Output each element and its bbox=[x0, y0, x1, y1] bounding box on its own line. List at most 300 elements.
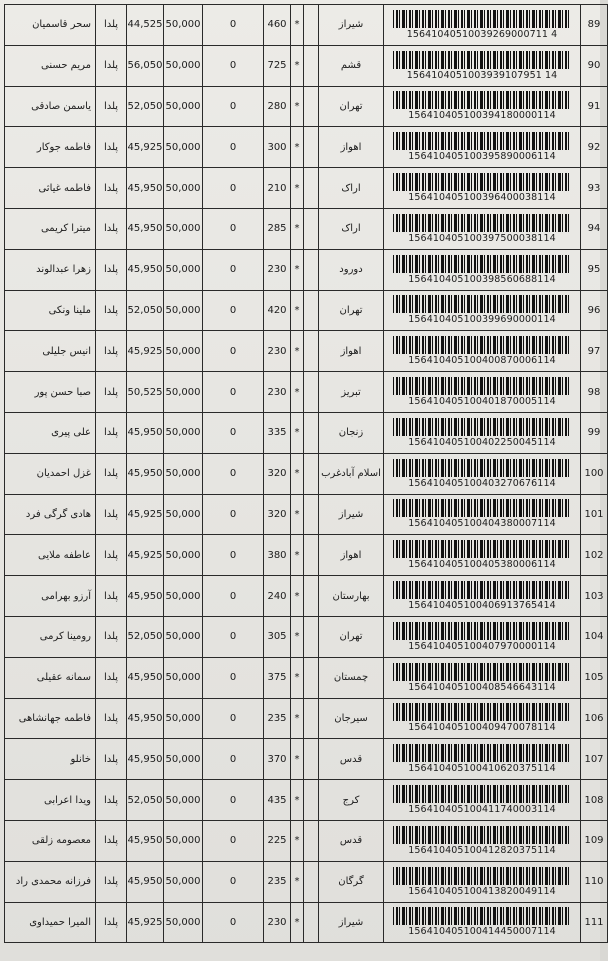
amount-cell: 45,950 bbox=[127, 168, 164, 209]
service-type: پلدا bbox=[96, 45, 127, 86]
weight-cell: 225 bbox=[264, 820, 291, 861]
star-mark: * bbox=[291, 45, 304, 86]
star-mark: * bbox=[291, 780, 304, 821]
service-type: پلدا bbox=[96, 127, 127, 168]
blank-cell bbox=[304, 86, 319, 127]
weight-cell: 375 bbox=[264, 657, 291, 698]
star-mark: * bbox=[291, 86, 304, 127]
star-mark: * bbox=[291, 5, 304, 46]
barcode-cell bbox=[384, 5, 581, 46]
table-row bbox=[5, 861, 608, 902]
recipient-name: علی پیری bbox=[5, 412, 96, 453]
blank-cell bbox=[304, 5, 319, 46]
tracking-code: 156410405100411740003114 bbox=[408, 804, 556, 816]
barcode-graphic bbox=[393, 744, 571, 762]
service-type: پلدا bbox=[96, 698, 127, 739]
blank-cell bbox=[304, 412, 319, 453]
table-body bbox=[5, 5, 608, 943]
declared-value: 50,000 bbox=[164, 494, 203, 535]
city-cell: تهران bbox=[319, 86, 384, 127]
service-type: پلدا bbox=[96, 576, 127, 617]
barcode-cell bbox=[384, 576, 581, 617]
amount-cell: 56,050 bbox=[127, 45, 164, 86]
service-type: پلدا bbox=[96, 412, 127, 453]
table-row bbox=[5, 902, 608, 943]
recipient-name: ویدا اعرابی bbox=[5, 780, 96, 821]
barcode-cell bbox=[384, 208, 581, 249]
tracking-code: 156410405100414450007114 bbox=[408, 926, 556, 938]
zero-cell: 0 bbox=[203, 5, 264, 46]
barcode-cell bbox=[384, 616, 581, 657]
barcode-graphic bbox=[393, 703, 571, 721]
barcode-cell bbox=[384, 739, 581, 780]
service-type: پلدا bbox=[96, 290, 127, 331]
star-mark: * bbox=[291, 535, 304, 576]
weight-cell: 230 bbox=[264, 902, 291, 943]
star-mark: * bbox=[291, 616, 304, 657]
blank-cell bbox=[304, 290, 319, 331]
city-cell: گرگان bbox=[319, 861, 384, 902]
tracking-code: 156410405100403270676114 bbox=[408, 477, 556, 489]
table-row bbox=[5, 5, 608, 46]
service-type: پلدا bbox=[96, 902, 127, 943]
city-cell: قدس bbox=[319, 820, 384, 861]
star-mark: * bbox=[291, 576, 304, 617]
zero-cell: 0 bbox=[203, 453, 264, 494]
barcode-cell bbox=[384, 657, 581, 698]
weight-cell: 335 bbox=[264, 412, 291, 453]
blank-cell bbox=[304, 739, 319, 780]
barcode-cell bbox=[384, 820, 581, 861]
weight-cell: 420 bbox=[264, 290, 291, 331]
recipient-name: رومینا کرمی bbox=[5, 616, 96, 657]
tracking-code: 156410405100402250045114 bbox=[408, 436, 556, 448]
row-number: 96 bbox=[581, 290, 608, 331]
star-mark: * bbox=[291, 127, 304, 168]
barcode-graphic bbox=[393, 10, 571, 28]
star-mark: * bbox=[291, 698, 304, 739]
city-cell: سیرجان bbox=[319, 698, 384, 739]
recipient-name: فاطمه جهانشاهی bbox=[5, 698, 96, 739]
recipient-name: غزل احمدیان bbox=[5, 453, 96, 494]
tracking-code: 156410405100409470078114 bbox=[408, 722, 556, 734]
tracking-code: 1564104051003939107951 14 bbox=[406, 69, 558, 81]
row-number: 109 bbox=[581, 820, 608, 861]
barcode-cell bbox=[384, 412, 581, 453]
barcode-graphic bbox=[393, 418, 571, 436]
amount-cell: 45,950 bbox=[127, 698, 164, 739]
table-row bbox=[5, 290, 608, 331]
zero-cell: 0 bbox=[203, 290, 264, 331]
amount-cell: 45,950 bbox=[127, 208, 164, 249]
blank-cell bbox=[304, 780, 319, 821]
barcode-graphic bbox=[393, 459, 571, 477]
weight-cell: 230 bbox=[264, 249, 291, 290]
barcode-graphic bbox=[393, 826, 571, 844]
city-cell: چمستان bbox=[319, 657, 384, 698]
table-row bbox=[5, 780, 608, 821]
zero-cell: 0 bbox=[203, 372, 264, 413]
weight-cell: 235 bbox=[264, 698, 291, 739]
amount-cell: 45,925 bbox=[127, 331, 164, 372]
barcode-graphic bbox=[393, 867, 571, 885]
barcode-graphic bbox=[393, 785, 571, 803]
tracking-code: 156410405100410620375114 bbox=[408, 763, 556, 775]
service-type: پلدا bbox=[96, 820, 127, 861]
service-type: پلدا bbox=[96, 739, 127, 780]
blank-cell bbox=[304, 372, 319, 413]
blank-cell bbox=[304, 208, 319, 249]
tracking-code: 156410405100407970000114 bbox=[408, 640, 556, 652]
service-type: پلدا bbox=[96, 331, 127, 372]
star-mark: * bbox=[291, 168, 304, 209]
table-row bbox=[5, 331, 608, 372]
weight-cell: 370 bbox=[264, 739, 291, 780]
star-mark: * bbox=[291, 208, 304, 249]
blank-cell bbox=[304, 657, 319, 698]
row-number: 106 bbox=[581, 698, 608, 739]
city-cell: کرج bbox=[319, 780, 384, 821]
row-number: 97 bbox=[581, 331, 608, 372]
recipient-name: خانلو bbox=[5, 739, 96, 780]
weight-cell: 210 bbox=[264, 168, 291, 209]
weight-cell: 285 bbox=[264, 208, 291, 249]
row-number: 93 bbox=[581, 168, 608, 209]
table-row bbox=[5, 494, 608, 535]
barcode-cell bbox=[384, 127, 581, 168]
blank-cell bbox=[304, 168, 319, 209]
row-number: 107 bbox=[581, 739, 608, 780]
star-mark: * bbox=[291, 453, 304, 494]
table-row bbox=[5, 86, 608, 127]
declared-value: 50,000 bbox=[164, 780, 203, 821]
zero-cell: 0 bbox=[203, 657, 264, 698]
zero-cell: 0 bbox=[203, 698, 264, 739]
recipient-name: یاسمن صادقی bbox=[5, 86, 96, 127]
row-number: 100 bbox=[581, 453, 608, 494]
table-row bbox=[5, 168, 608, 209]
barcode-cell bbox=[384, 698, 581, 739]
declared-value: 50,000 bbox=[164, 5, 203, 46]
city-cell: اهواز bbox=[319, 127, 384, 168]
table-row bbox=[5, 576, 608, 617]
table-row bbox=[5, 127, 608, 168]
table-row bbox=[5, 45, 608, 86]
declared-value: 50,000 bbox=[164, 616, 203, 657]
declared-value: 50,000 bbox=[164, 820, 203, 861]
zero-cell: 0 bbox=[203, 902, 264, 943]
recipient-name: مریم حسنی bbox=[5, 45, 96, 86]
recipient-name: معصومه زلقی bbox=[5, 820, 96, 861]
declared-value: 50,000 bbox=[164, 535, 203, 576]
table-row bbox=[5, 453, 608, 494]
declared-value: 50,000 bbox=[164, 412, 203, 453]
zero-cell: 0 bbox=[203, 739, 264, 780]
weight-cell: 235 bbox=[264, 861, 291, 902]
tracking-code: 156410405100394180000114 bbox=[408, 110, 556, 122]
row-number: 102 bbox=[581, 535, 608, 576]
city-cell: دورود bbox=[319, 249, 384, 290]
blank-cell bbox=[304, 698, 319, 739]
city-cell: قشم bbox=[319, 45, 384, 86]
amount-cell: 45,950 bbox=[127, 820, 164, 861]
table-row bbox=[5, 208, 608, 249]
service-type: پلدا bbox=[96, 372, 127, 413]
star-mark: * bbox=[291, 412, 304, 453]
barcode-graphic bbox=[393, 581, 571, 599]
amount-cell: 45,950 bbox=[127, 861, 164, 902]
barcode-graphic bbox=[393, 91, 571, 109]
star-mark: * bbox=[291, 249, 304, 290]
service-type: پلدا bbox=[96, 453, 127, 494]
table-row bbox=[5, 249, 608, 290]
tracking-code: 156410405100399690000114 bbox=[408, 314, 556, 326]
barcode-graphic bbox=[393, 540, 571, 558]
service-type: پلدا bbox=[96, 861, 127, 902]
star-mark: * bbox=[291, 739, 304, 780]
row-number: 105 bbox=[581, 657, 608, 698]
blank-cell bbox=[304, 616, 319, 657]
amount-cell: 52,050 bbox=[127, 616, 164, 657]
row-number: 90 bbox=[581, 45, 608, 86]
zero-cell: 0 bbox=[203, 616, 264, 657]
blank-cell bbox=[304, 576, 319, 617]
service-type: پلدا bbox=[96, 780, 127, 821]
city-cell: اهواز bbox=[319, 331, 384, 372]
barcode-cell bbox=[384, 535, 581, 576]
city-cell: اراک bbox=[319, 208, 384, 249]
declared-value: 50,000 bbox=[164, 861, 203, 902]
declared-value: 50,000 bbox=[164, 698, 203, 739]
zero-cell: 0 bbox=[203, 412, 264, 453]
blank-cell bbox=[304, 453, 319, 494]
tracking-code: 156410405100404380007114 bbox=[408, 518, 556, 530]
declared-value: 50,000 bbox=[164, 127, 203, 168]
declared-value: 50,000 bbox=[164, 45, 203, 86]
amount-cell: 45,925 bbox=[127, 494, 164, 535]
zero-cell: 0 bbox=[203, 331, 264, 372]
service-type: پلدا bbox=[96, 494, 127, 535]
barcode-cell bbox=[384, 780, 581, 821]
city-cell: تهران bbox=[319, 290, 384, 331]
barcode-cell bbox=[384, 249, 581, 290]
table-row bbox=[5, 535, 608, 576]
amount-cell: 44,525 bbox=[127, 5, 164, 46]
barcode-graphic bbox=[393, 336, 571, 354]
service-type: پلدا bbox=[96, 616, 127, 657]
table-row bbox=[5, 698, 608, 739]
barcode-graphic bbox=[393, 255, 571, 273]
recipient-name: فاطمه غیاثی bbox=[5, 168, 96, 209]
tracking-code: 156410405100405380006114 bbox=[408, 559, 556, 571]
declared-value: 50,000 bbox=[164, 902, 203, 943]
table-row bbox=[5, 412, 608, 453]
recipient-name: سمانه عقیلی bbox=[5, 657, 96, 698]
recipient-name: آرزو بهرامی bbox=[5, 576, 96, 617]
table-row bbox=[5, 616, 608, 657]
weight-cell: 460 bbox=[264, 5, 291, 46]
records-table bbox=[4, 4, 608, 943]
service-type: پلدا bbox=[96, 5, 127, 46]
weight-cell: 280 bbox=[264, 86, 291, 127]
barcode-graphic bbox=[393, 214, 571, 232]
tracking-code: 156410405100401870005114 bbox=[408, 396, 556, 408]
tracking-code: 156410405100395890006114 bbox=[408, 151, 556, 163]
star-mark: * bbox=[291, 372, 304, 413]
recipient-name: زهرا عبدالوند bbox=[5, 249, 96, 290]
barcode-cell bbox=[384, 290, 581, 331]
barcode-graphic bbox=[393, 499, 571, 517]
recipient-name: فرزانه محمدی راد bbox=[5, 861, 96, 902]
barcode-cell bbox=[384, 861, 581, 902]
table-row bbox=[5, 739, 608, 780]
star-mark: * bbox=[291, 820, 304, 861]
amount-cell: 45,925 bbox=[127, 902, 164, 943]
blank-cell bbox=[304, 820, 319, 861]
blank-cell bbox=[304, 331, 319, 372]
star-mark: * bbox=[291, 657, 304, 698]
row-number: 95 bbox=[581, 249, 608, 290]
city-cell: اسلام آبادغرب bbox=[319, 453, 384, 494]
service-type: پلدا bbox=[96, 86, 127, 127]
blank-cell bbox=[304, 902, 319, 943]
declared-value: 50,000 bbox=[164, 168, 203, 209]
weight-cell: 380 bbox=[264, 535, 291, 576]
declared-value: 50,000 bbox=[164, 208, 203, 249]
barcode-cell bbox=[384, 902, 581, 943]
zero-cell: 0 bbox=[203, 535, 264, 576]
declared-value: 50,000 bbox=[164, 739, 203, 780]
weight-cell: 300 bbox=[264, 127, 291, 168]
declared-value: 50,000 bbox=[164, 372, 203, 413]
tracking-code: 156410405100397500038114 bbox=[408, 232, 556, 244]
tracking-code: 156410405100396400038114 bbox=[408, 192, 556, 204]
barcode-cell bbox=[384, 168, 581, 209]
service-type: پلدا bbox=[96, 535, 127, 576]
amount-cell: 45,950 bbox=[127, 453, 164, 494]
weight-cell: 230 bbox=[264, 331, 291, 372]
barcode-cell bbox=[384, 453, 581, 494]
weight-cell: 240 bbox=[264, 576, 291, 617]
barcode-graphic bbox=[393, 622, 571, 640]
tracking-code: 156410405100398560688114 bbox=[408, 273, 556, 285]
weight-cell: 320 bbox=[264, 494, 291, 535]
weight-cell: 725 bbox=[264, 45, 291, 86]
recipient-name: عاطفه ملایی bbox=[5, 535, 96, 576]
blank-cell bbox=[304, 494, 319, 535]
row-number: 110 bbox=[581, 861, 608, 902]
barcode-graphic bbox=[393, 51, 571, 69]
zero-cell: 0 bbox=[203, 780, 264, 821]
tracking-code: 156410405100406913765414 bbox=[408, 600, 556, 612]
recipient-name: ملینا ونکی bbox=[5, 290, 96, 331]
city-cell: تبریز bbox=[319, 372, 384, 413]
city-cell: شیراز bbox=[319, 494, 384, 535]
amount-cell: 45,925 bbox=[127, 127, 164, 168]
declared-value: 50,000 bbox=[164, 576, 203, 617]
barcode-graphic bbox=[393, 173, 571, 191]
weight-cell: 230 bbox=[264, 372, 291, 413]
city-cell: شیراز bbox=[319, 5, 384, 46]
table-row bbox=[5, 657, 608, 698]
weight-cell: 320 bbox=[264, 453, 291, 494]
zero-cell: 0 bbox=[203, 820, 264, 861]
zero-cell: 0 bbox=[203, 127, 264, 168]
star-mark: * bbox=[291, 331, 304, 372]
declared-value: 50,000 bbox=[164, 86, 203, 127]
barcode-cell bbox=[384, 45, 581, 86]
city-cell: زنجان bbox=[319, 412, 384, 453]
weight-cell: 305 bbox=[264, 616, 291, 657]
table-row bbox=[5, 820, 608, 861]
zero-cell: 0 bbox=[203, 249, 264, 290]
row-number: 103 bbox=[581, 576, 608, 617]
blank-cell bbox=[304, 249, 319, 290]
declared-value: 50,000 bbox=[164, 249, 203, 290]
barcode-graphic bbox=[393, 295, 571, 313]
row-number: 98 bbox=[581, 372, 608, 413]
declared-value: 50,000 bbox=[164, 290, 203, 331]
recipient-name: هادی گرگی فرد bbox=[5, 494, 96, 535]
city-cell: اراک bbox=[319, 168, 384, 209]
tracking-code: 156410405100408546643114 bbox=[408, 681, 556, 693]
amount-cell: 45,950 bbox=[127, 576, 164, 617]
service-type: پلدا bbox=[96, 168, 127, 209]
city-cell: تهران bbox=[319, 616, 384, 657]
barcode-graphic bbox=[393, 132, 571, 150]
city-cell: قدس bbox=[319, 739, 384, 780]
row-number: 111 bbox=[581, 902, 608, 943]
row-number: 101 bbox=[581, 494, 608, 535]
barcode-cell bbox=[384, 331, 581, 372]
star-mark: * bbox=[291, 290, 304, 331]
recipient-name: فاطمه جوکار bbox=[5, 127, 96, 168]
recipient-name: المیرا حمیداوی bbox=[5, 902, 96, 943]
tracking-code: 15641040510039269000711 4 bbox=[406, 28, 558, 40]
star-mark: * bbox=[291, 861, 304, 902]
city-cell: اهواز bbox=[319, 535, 384, 576]
recipient-name: صبا حسن پور bbox=[5, 372, 96, 413]
weight-cell: 435 bbox=[264, 780, 291, 821]
amount-cell: 45,950 bbox=[127, 739, 164, 780]
recipient-name: سحر قاسمیان bbox=[5, 5, 96, 46]
zero-cell: 0 bbox=[203, 861, 264, 902]
tracking-code: 156410405100413820049114 bbox=[408, 885, 556, 897]
declared-value: 50,000 bbox=[164, 453, 203, 494]
amount-cell: 52,050 bbox=[127, 86, 164, 127]
row-number: 92 bbox=[581, 127, 608, 168]
blank-cell bbox=[304, 535, 319, 576]
barcode-cell bbox=[384, 494, 581, 535]
row-number: 89 bbox=[581, 5, 608, 46]
star-mark: * bbox=[291, 494, 304, 535]
blank-cell bbox=[304, 861, 319, 902]
row-number: 99 bbox=[581, 412, 608, 453]
zero-cell: 0 bbox=[203, 86, 264, 127]
row-number: 108 bbox=[581, 780, 608, 821]
amount-cell: 45,950 bbox=[127, 657, 164, 698]
tracking-code: 156410405100412820375114 bbox=[408, 844, 556, 856]
zero-cell: 0 bbox=[203, 45, 264, 86]
amount-cell: 45,950 bbox=[127, 412, 164, 453]
table-row bbox=[5, 372, 608, 413]
declared-value: 50,000 bbox=[164, 331, 203, 372]
service-type: پلدا bbox=[96, 208, 127, 249]
amount-cell: 52,050 bbox=[127, 290, 164, 331]
tracking-code: 156410405100400870006114 bbox=[408, 355, 556, 367]
amount-cell: 52,050 bbox=[127, 780, 164, 821]
service-type: پلدا bbox=[96, 657, 127, 698]
